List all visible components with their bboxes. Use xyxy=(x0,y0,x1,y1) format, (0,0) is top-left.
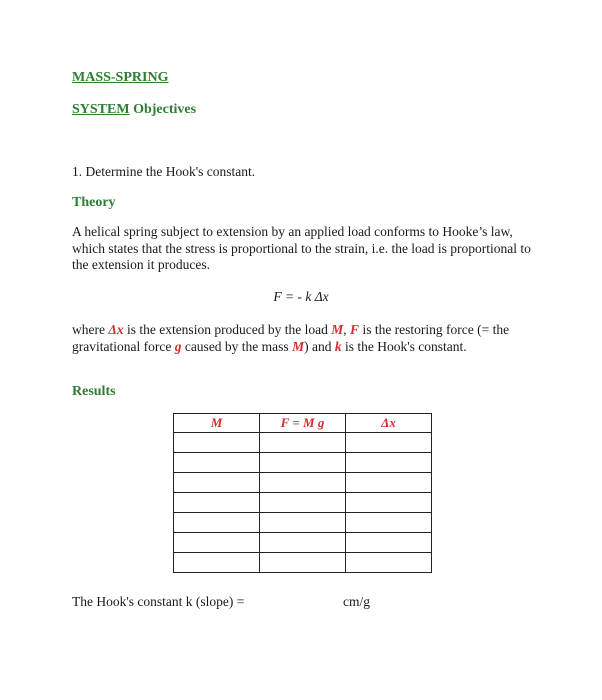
results-table xyxy=(173,413,432,573)
theory-paragraph: A helical spring subject to extension by an applied load conforms to Hooke’s law, which states that the stress is proportional to the strain, i.e. the load is proportional to the extension it produces. xyxy=(72,224,531,272)
table-cell[interactable] xyxy=(260,533,346,553)
table-cell[interactable] xyxy=(346,553,432,573)
table-row xyxy=(174,473,432,493)
table-cell[interactable] xyxy=(174,473,260,493)
table-cell[interactable] xyxy=(260,493,346,513)
theory-heading: Theory xyxy=(72,195,116,210)
table-cell[interactable] xyxy=(260,553,346,573)
delta-x-symbol: Δx xyxy=(108,322,124,337)
table-row xyxy=(174,533,432,553)
hook-constant-unit: cm/g xyxy=(343,594,370,609)
table-cell[interactable] xyxy=(346,433,432,453)
title-line-1: MASS-SPRING xyxy=(72,70,169,85)
title-system-word: SYSTEM xyxy=(72,102,130,117)
table-row xyxy=(174,453,432,473)
where-text-4: caused by the mass xyxy=(181,339,293,354)
column-header-mass: M xyxy=(174,414,260,433)
hook-constant-label: The Hook's constant k (slope) = xyxy=(72,594,245,609)
table-cell[interactable] xyxy=(174,513,260,533)
objective-number: 1. xyxy=(72,164,83,179)
title-objectives-word: Objectives xyxy=(129,102,197,117)
where-comma: , xyxy=(343,322,351,337)
table-cell[interactable] xyxy=(260,473,346,493)
results-heading: Results xyxy=(72,384,116,399)
table-row xyxy=(174,513,432,533)
results-body xyxy=(174,433,432,573)
table-cell[interactable] xyxy=(346,473,432,493)
table-cell[interactable] xyxy=(346,533,432,553)
table-row xyxy=(174,433,432,453)
table-cell[interactable] xyxy=(346,453,432,473)
force-symbol: F xyxy=(350,322,360,337)
table-cell[interactable] xyxy=(174,453,260,473)
where-text-6: is the Hook's constant. xyxy=(341,339,467,354)
table-cell[interactable] xyxy=(174,553,260,573)
table-cell[interactable] xyxy=(174,493,260,513)
where-text-2: is the extension produced by the load xyxy=(123,322,332,337)
table-cell[interactable] xyxy=(346,513,432,533)
table-cell[interactable] xyxy=(174,433,260,453)
table-cell[interactable] xyxy=(346,493,432,513)
table-cell[interactable] xyxy=(174,533,260,553)
where-text-1: where xyxy=(72,322,109,337)
title-line-2 xyxy=(72,102,196,118)
objective-text: Determine the Hook's constant. xyxy=(85,164,256,179)
table-cell[interactable] xyxy=(260,453,346,473)
table-row xyxy=(174,553,432,573)
where-paragraph xyxy=(72,321,542,355)
table-cell[interactable] xyxy=(260,433,346,453)
table-header-row xyxy=(174,414,432,433)
column-header-force: F = M g xyxy=(260,414,346,433)
hooke-equation: F = - k Δx xyxy=(273,289,329,304)
objective-item xyxy=(72,164,255,180)
column-header-extension: Δx xyxy=(346,414,432,433)
table-cell[interactable] xyxy=(260,513,346,533)
mass-symbol-2: M xyxy=(292,339,305,354)
table-row xyxy=(174,493,432,513)
k-symbol: k xyxy=(334,339,342,354)
gravity-symbol: g xyxy=(174,339,182,354)
mass-symbol: M xyxy=(331,322,344,337)
where-text-3: is the restoring force (= the gravitational force xyxy=(72,322,510,354)
where-text-5: ) and xyxy=(304,339,335,354)
